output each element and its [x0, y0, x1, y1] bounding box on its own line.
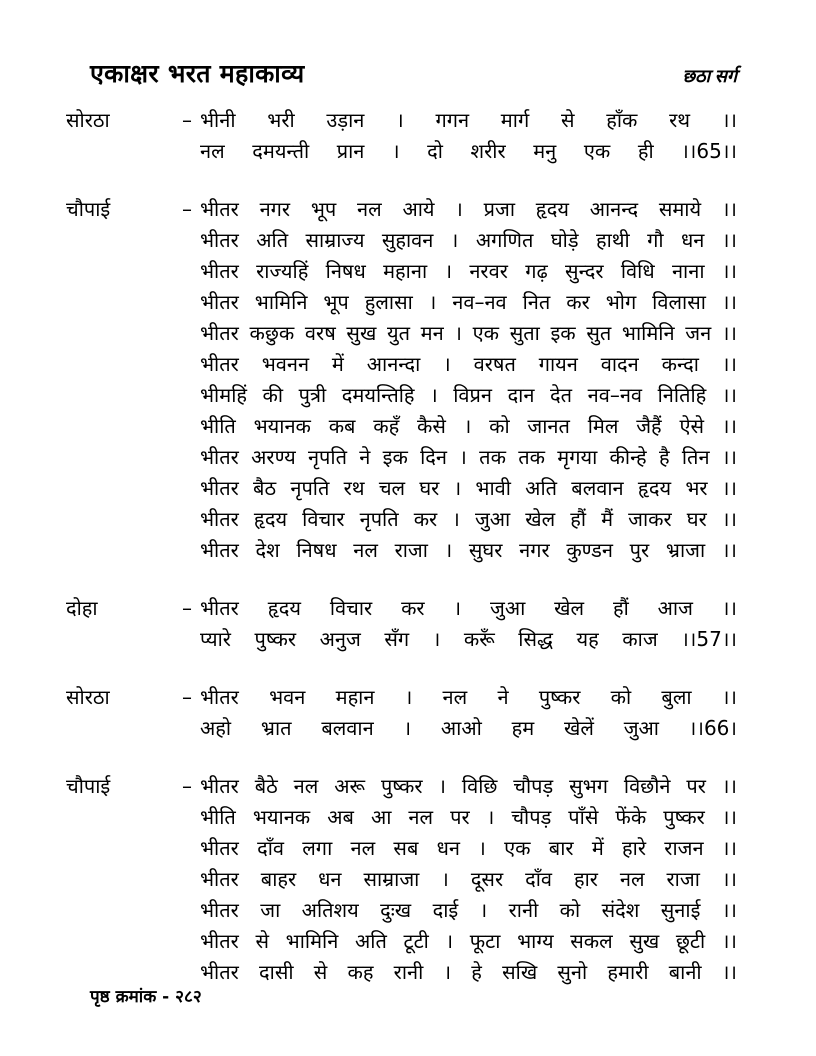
verse-line: भीतर बाहर धन साम्राजा । दूसर दाँव हार नल राजा ।। [200, 867, 737, 891]
verse-line: भीतर राज्यहिं निषध महाना । नरवर गढ़ सुन्दर विधि नाना ।। [200, 259, 737, 283]
verse-line: भीतर अति साम्राज्य सुहावन । अगणित घोड़े हाथी गौ धन ।। [200, 228, 737, 252]
verse-line: भीतर से भामिनि अति टूटी । फूटा भाग्य सकल सुख छूटी ।। [200, 929, 737, 953]
stanza [66, 771, 737, 988]
verse-line: भीमहिं की पुत्री दमयन्तिहि । विप्रन दान देत नव–नव नितिहि ।। [200, 383, 737, 407]
verse-content [66, 105, 737, 988]
stanza [66, 593, 737, 655]
book-title: एकाक्षर भरत महाकाव्य [90, 59, 305, 88]
verse-line: भीतर देश निषध नल राजा । सुघर नगर कुण्डन पुर भ्राजा ।। [200, 538, 737, 562]
stanza-dash: – [182, 108, 192, 132]
verse-line: भीतर बैठे नल अरू पुष्कर । विछि चौपड़ सुभग विछौने पर ।। [200, 774, 737, 798]
stanza-label: चौपाई [66, 774, 111, 798]
stanza [66, 194, 737, 566]
verse-line: भीति भयानक कब कहँ कैसे । को जानत मिल जैहैं ऐसे ।। [200, 414, 737, 438]
verse-line: भीनी भरी उड़ान । गगन मार्ग से हाँक रथ ।। [200, 108, 737, 132]
verse-line: भीतर हृदय विचार नृपति कर । जुआ खेल हौं मैं जाकर घर ।। [200, 507, 737, 531]
verse-line: भीतर अरण्य नृपति ने इक दिन । तक तक मृगया कीन्हे है तिन ।। [200, 445, 737, 469]
stanza-lines [200, 105, 737, 167]
verse-line: भीतर हृदय विचार कर । जुआ खेल हौं आज ।। [200, 596, 737, 620]
verse-line: भीतर भवनन में आनन्दा । वरषत गायन वादन कन्दा ।। [200, 352, 737, 376]
stanza-dash: – [182, 685, 192, 709]
verse-line: अहो भ्रात बलवान । आओ हम खेलें जुआ ।।66। [200, 716, 737, 740]
stanza-label: दोहा [66, 596, 98, 620]
stanza-lines [200, 194, 737, 566]
stanza-lines [200, 682, 737, 744]
stanza-dash: – [182, 596, 192, 620]
verse-line: नल दमयन्ती प्रान । दो शरीर मनु एक ही ।।65।। [200, 139, 737, 163]
stanza [66, 682, 737, 744]
stanza-dash: – [182, 197, 192, 221]
verse-line: भीतर भामिनि भूप हुलासा । नव–नव नित कर भोग विलासा ।। [200, 290, 737, 314]
stanza-label: चौपाई [66, 197, 111, 221]
verse-line: भीतर कछुक वरष सुख युत मन । एक सुता इक सुत भामिनि जन ।। [200, 321, 737, 345]
verse-line: भीतर बैठ नृपति रथ चल घर । भावी अति बलवान हृदय भर ।। [200, 476, 737, 500]
stanza-lines [200, 593, 737, 655]
verse-line: भीतर नगर भूप नल आये । प्रजा हृदय आनन्द समाये ।। [200, 197, 737, 221]
page-footer [90, 984, 202, 1007]
verse-line: भीतर भवन महान । नल ने पुष्कर को बुला ।। [200, 685, 737, 709]
verse-line: भीतर जा अतिशय दुःख दाई । रानी को संदेश सुनाई ।। [200, 898, 737, 922]
verse-line: भीतर दाँव लगा नल सब धन । एक बार में हारे राजन ।। [200, 836, 737, 860]
stanza-dash: – [182, 774, 192, 798]
stanza-label: सोरठा [66, 108, 110, 132]
stanza [66, 105, 737, 167]
verse-line: भीति भयानक अब आ नल पर । चौपड़ पाँसे फेंके पुष्कर ।। [200, 805, 737, 829]
stanza-lines [200, 771, 737, 988]
verse-line: भीतर दासी से कह रानी । हे सखि सुनो हमारी बानी ।। [200, 960, 737, 984]
verse-line: प्यारे पुष्कर अनुज सँग । करूँ सिद्ध यह काज ।।57।। [200, 627, 737, 651]
page-number: पृष्ठ क्रमांक - २८२ [90, 987, 202, 1007]
page-header [66, 56, 737, 90]
chapter-title: छठा सर्ग [682, 66, 737, 86]
stanza-label: सोरठा [66, 685, 110, 709]
